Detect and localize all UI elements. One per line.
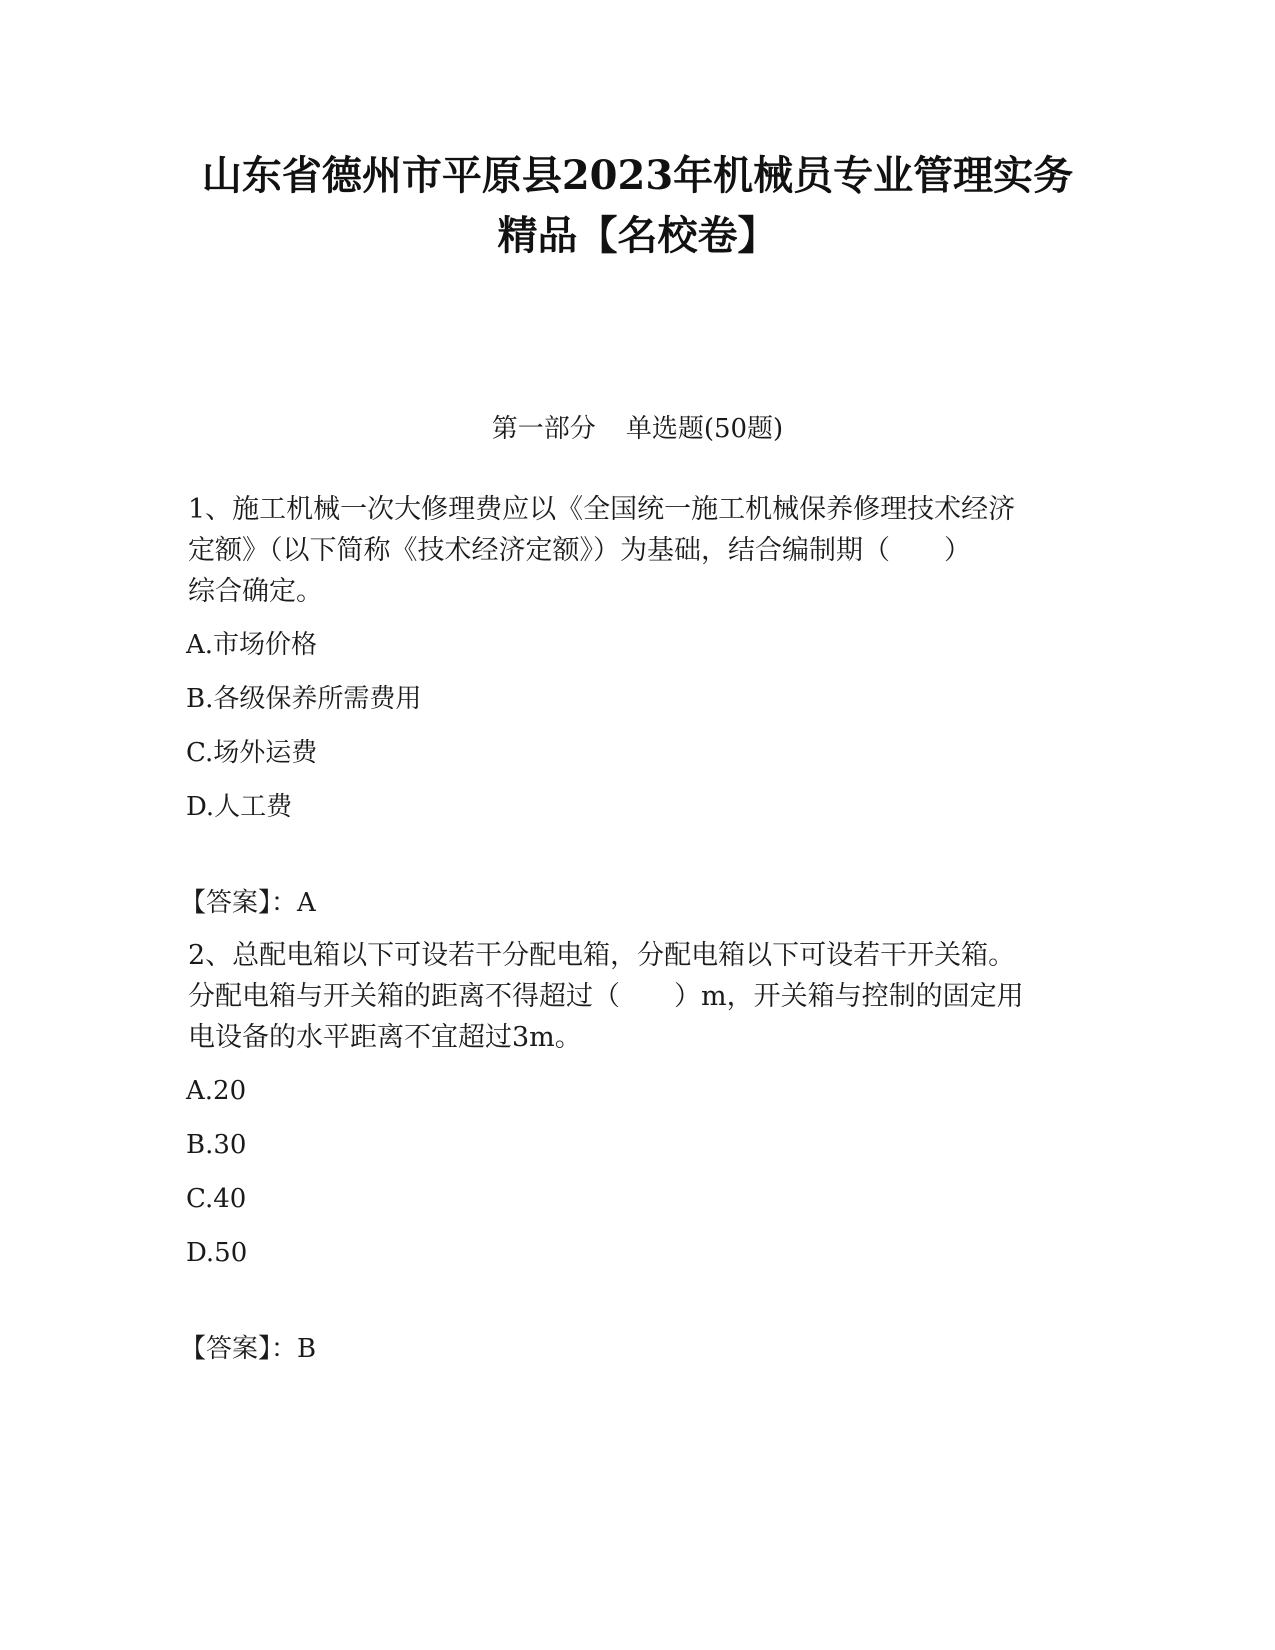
question-1-text-line-2: 定额》（以下简称《技术经济定额》）为基础，结合编制期（ ） [188,535,971,566]
question-2-text-line-3: 电设备的水平距离不宜超过3m。 [188,1022,582,1053]
question-2-text-line-2: 分配电箱与开关箱的距离不得超过（ ）m，开关箱与控制的固定用 [188,981,1024,1012]
question-1-option-d: D.人工费 [186,792,293,822]
question-2-option-a: A.20 [186,1076,247,1106]
section-type: 单选题(50题) [625,414,784,444]
answer-label: 【答案】： [180,888,298,918]
answer-value: A [297,888,316,918]
question-2-text-line-1: 2、总配电箱以下可设若干分配电箱，分配电箱以下可设若干开关箱。 [188,940,1016,971]
answer-label: 【答案】： [180,1334,298,1364]
document-title-line-1: 山东省德州市平原县2023年机械员专业管理实务 [201,152,1074,199]
question-1-option-b: B.各级保养所需费用 [186,684,422,714]
question-2-option-d: D.50 [186,1238,248,1268]
question-1-option-c: C.场外运费 [186,738,318,768]
question-1-text-line-1: 1、施工机械一次大修理费应以《全国统一施工机械保养修理技术经济 [188,494,1016,525]
section-part: 第一部分 [491,414,596,444]
answer-value: B [297,1334,317,1364]
section-heading [0,412,1275,446]
document-title-line-2: 精品【名校卷】 [497,212,778,259]
question-2-option-b: B.30 [186,1130,247,1160]
question-1-answer [180,886,316,920]
question-2-option-c: C.40 [186,1184,247,1214]
question-1-option-a: A.市场价格 [186,630,318,660]
question-1-text-line-3: 综合确定。 [188,576,323,607]
question-2-answer [180,1332,316,1366]
